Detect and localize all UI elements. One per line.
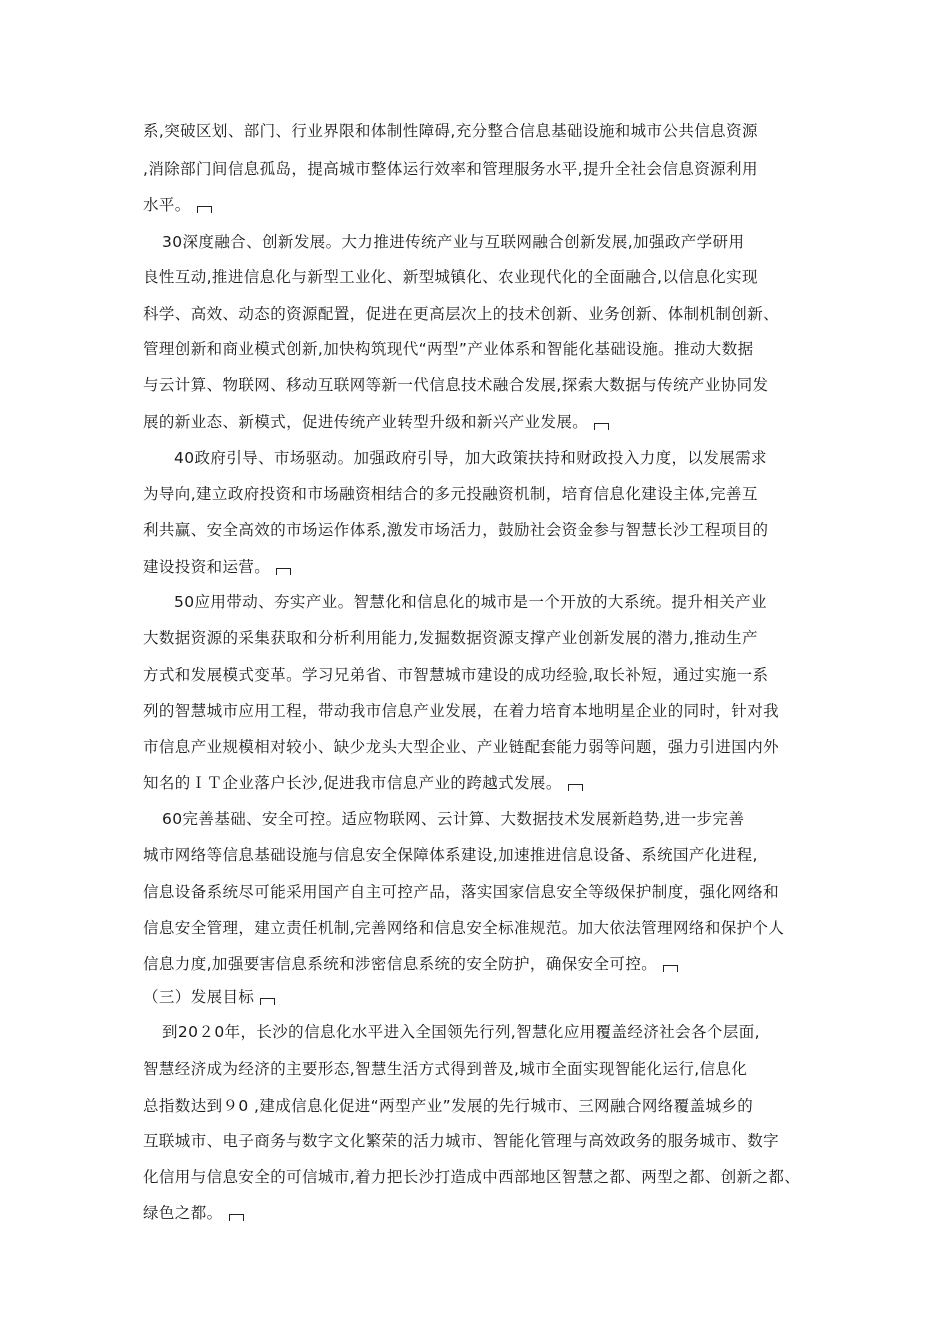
text-line: 利共赢、安全高效的市场运作体系,激发市场活力，鼓励社会资金参与智慧长沙工程项目的 xyxy=(143,521,769,539)
text-line: 管理创新和商业模式创新,加快构筑现代“两型”产业体系和智能化基础设施。推动大数据 xyxy=(143,340,754,358)
paragraph-mark-icon xyxy=(663,965,678,972)
text-line: 信息力度,加强要害信息系统和涉密信息系统的安全防护，确保安全可控。 xyxy=(143,954,678,974)
paragraph-mark-icon xyxy=(197,206,212,213)
text-line: 市信息产业规模相对较小、缺少龙头大型企业、产业链配套能力弱等问题，强力引进国内外 xyxy=(143,738,780,756)
paragraph-mark-icon xyxy=(276,568,291,575)
text-line: 互联城市、电子商务与数字文化繁荣的活力城市、智能化管理与高效政务的服务城市、数字 xyxy=(143,1132,780,1150)
text-line: 50应用带动、夯实产业。智慧化和信息化的城市是一个开放的大系统。提升相关产业 xyxy=(174,593,767,611)
text-line: 列的智慧城市应用工程，带动我市信息产业发展，在着力培育本地明星企业的同时，针对我 xyxy=(143,702,780,720)
text-line: 系,突破区划、部门、行业界限和体制性障碍,充分整合信息基础设施和城市公共信息资源 xyxy=(143,122,758,140)
text-line: 绿色之都。 xyxy=(143,1203,244,1223)
text-line: 良性互动,推进信息化与新型工业化、新型城镇化、农业现代化的全面融合,以信息化实现 xyxy=(143,268,758,286)
text-line: 方式和发展模式变革。学习兄弟省、市智慧城市建设的成功经验,取长补短，通过实施一系 xyxy=(143,666,769,684)
paragraph-mark-icon xyxy=(229,1214,244,1221)
text-line: 智慧经济成为经济的主要形态,智慧生活方式得到普及,城市全面实现智能化运行,信息化 xyxy=(143,1060,748,1078)
paragraph-mark-icon xyxy=(568,784,583,791)
text-line: 化信用与信息安全的可信城市,着力把长沙打造成中西部地区智慧之都、两型之都、创新之都、 xyxy=(143,1168,801,1186)
text-line: 科学、高效、动态的资源配置，促进在更高层次上的技术创新、业务创新、体制机制创新、 xyxy=(143,305,780,323)
text-line: ,消除部门间信息孤岛，提高城市整体运行效率和管理服务水平,提升全社会信息资源利用 xyxy=(143,160,758,178)
text-line: 到20２0年，长沙的信息化水平进入全国领先行列,智慧化应用覆盖经济社会各个层面, xyxy=(162,1023,760,1041)
text-line: 水平。 xyxy=(143,195,212,215)
paragraph-mark-icon xyxy=(260,998,275,1005)
section-heading: （三）发展目标 xyxy=(143,987,275,1007)
text-line: 信息设备系统尽可能采用国产自主可控产品，落实国家信息安全等级保护制度，强化网络和 xyxy=(143,883,780,901)
paragraph-mark-icon xyxy=(594,423,609,430)
text-line: 60完善基础、安全可控。适应物联网、云计算、大数据技术发展新趋势,进一步完善 xyxy=(162,810,745,828)
text-line: 城市网络等信息基础设施与信息安全保障体系建设,加速推进信息设备、系统国产化进程, xyxy=(143,846,758,864)
text-line: 知名的ＩＴ企业落户长沙,促进我市信息产业的跨越式发展。 xyxy=(143,773,583,793)
text-line: 信息安全管理，建立责任机制,完善网络和信息安全标准规范。加大依法管理网络和保护个人 xyxy=(143,919,785,937)
text-line: 展的新业态、新模式，促进传统产业转型升级和新兴产业发展。 xyxy=(143,412,609,432)
text-line: 与云计算、物联网、移动互联网等新一代信息技术融合发展,探索大数据与传统产业协同发 xyxy=(143,376,769,394)
text-line: 40政府引导、市场驱动。加强政府引导，加大政策扶持和财政投入力度，以发展需求 xyxy=(174,449,767,467)
text-line: 建设投资和运营。 xyxy=(143,557,291,577)
text-line: 大数据资源的采集获取和分析利用能力,发掘数据资源支撑产业创新发展的潜力,推动生产 xyxy=(143,629,758,647)
text-line: 总指数达到９0 ,建成信息化促进“两型产业”发展的先行城市、三网融合网络覆盖城乡的 xyxy=(143,1097,754,1115)
text-line: 为导向,建立政府投资和市场融资相结合的多元投融资机制，培育信息化建设主体,完善互 xyxy=(143,485,758,503)
text-line: 30深度融合、创新发展。大力推进传统产业与互联网融合创新发展,加强政产学研用 xyxy=(162,233,745,251)
